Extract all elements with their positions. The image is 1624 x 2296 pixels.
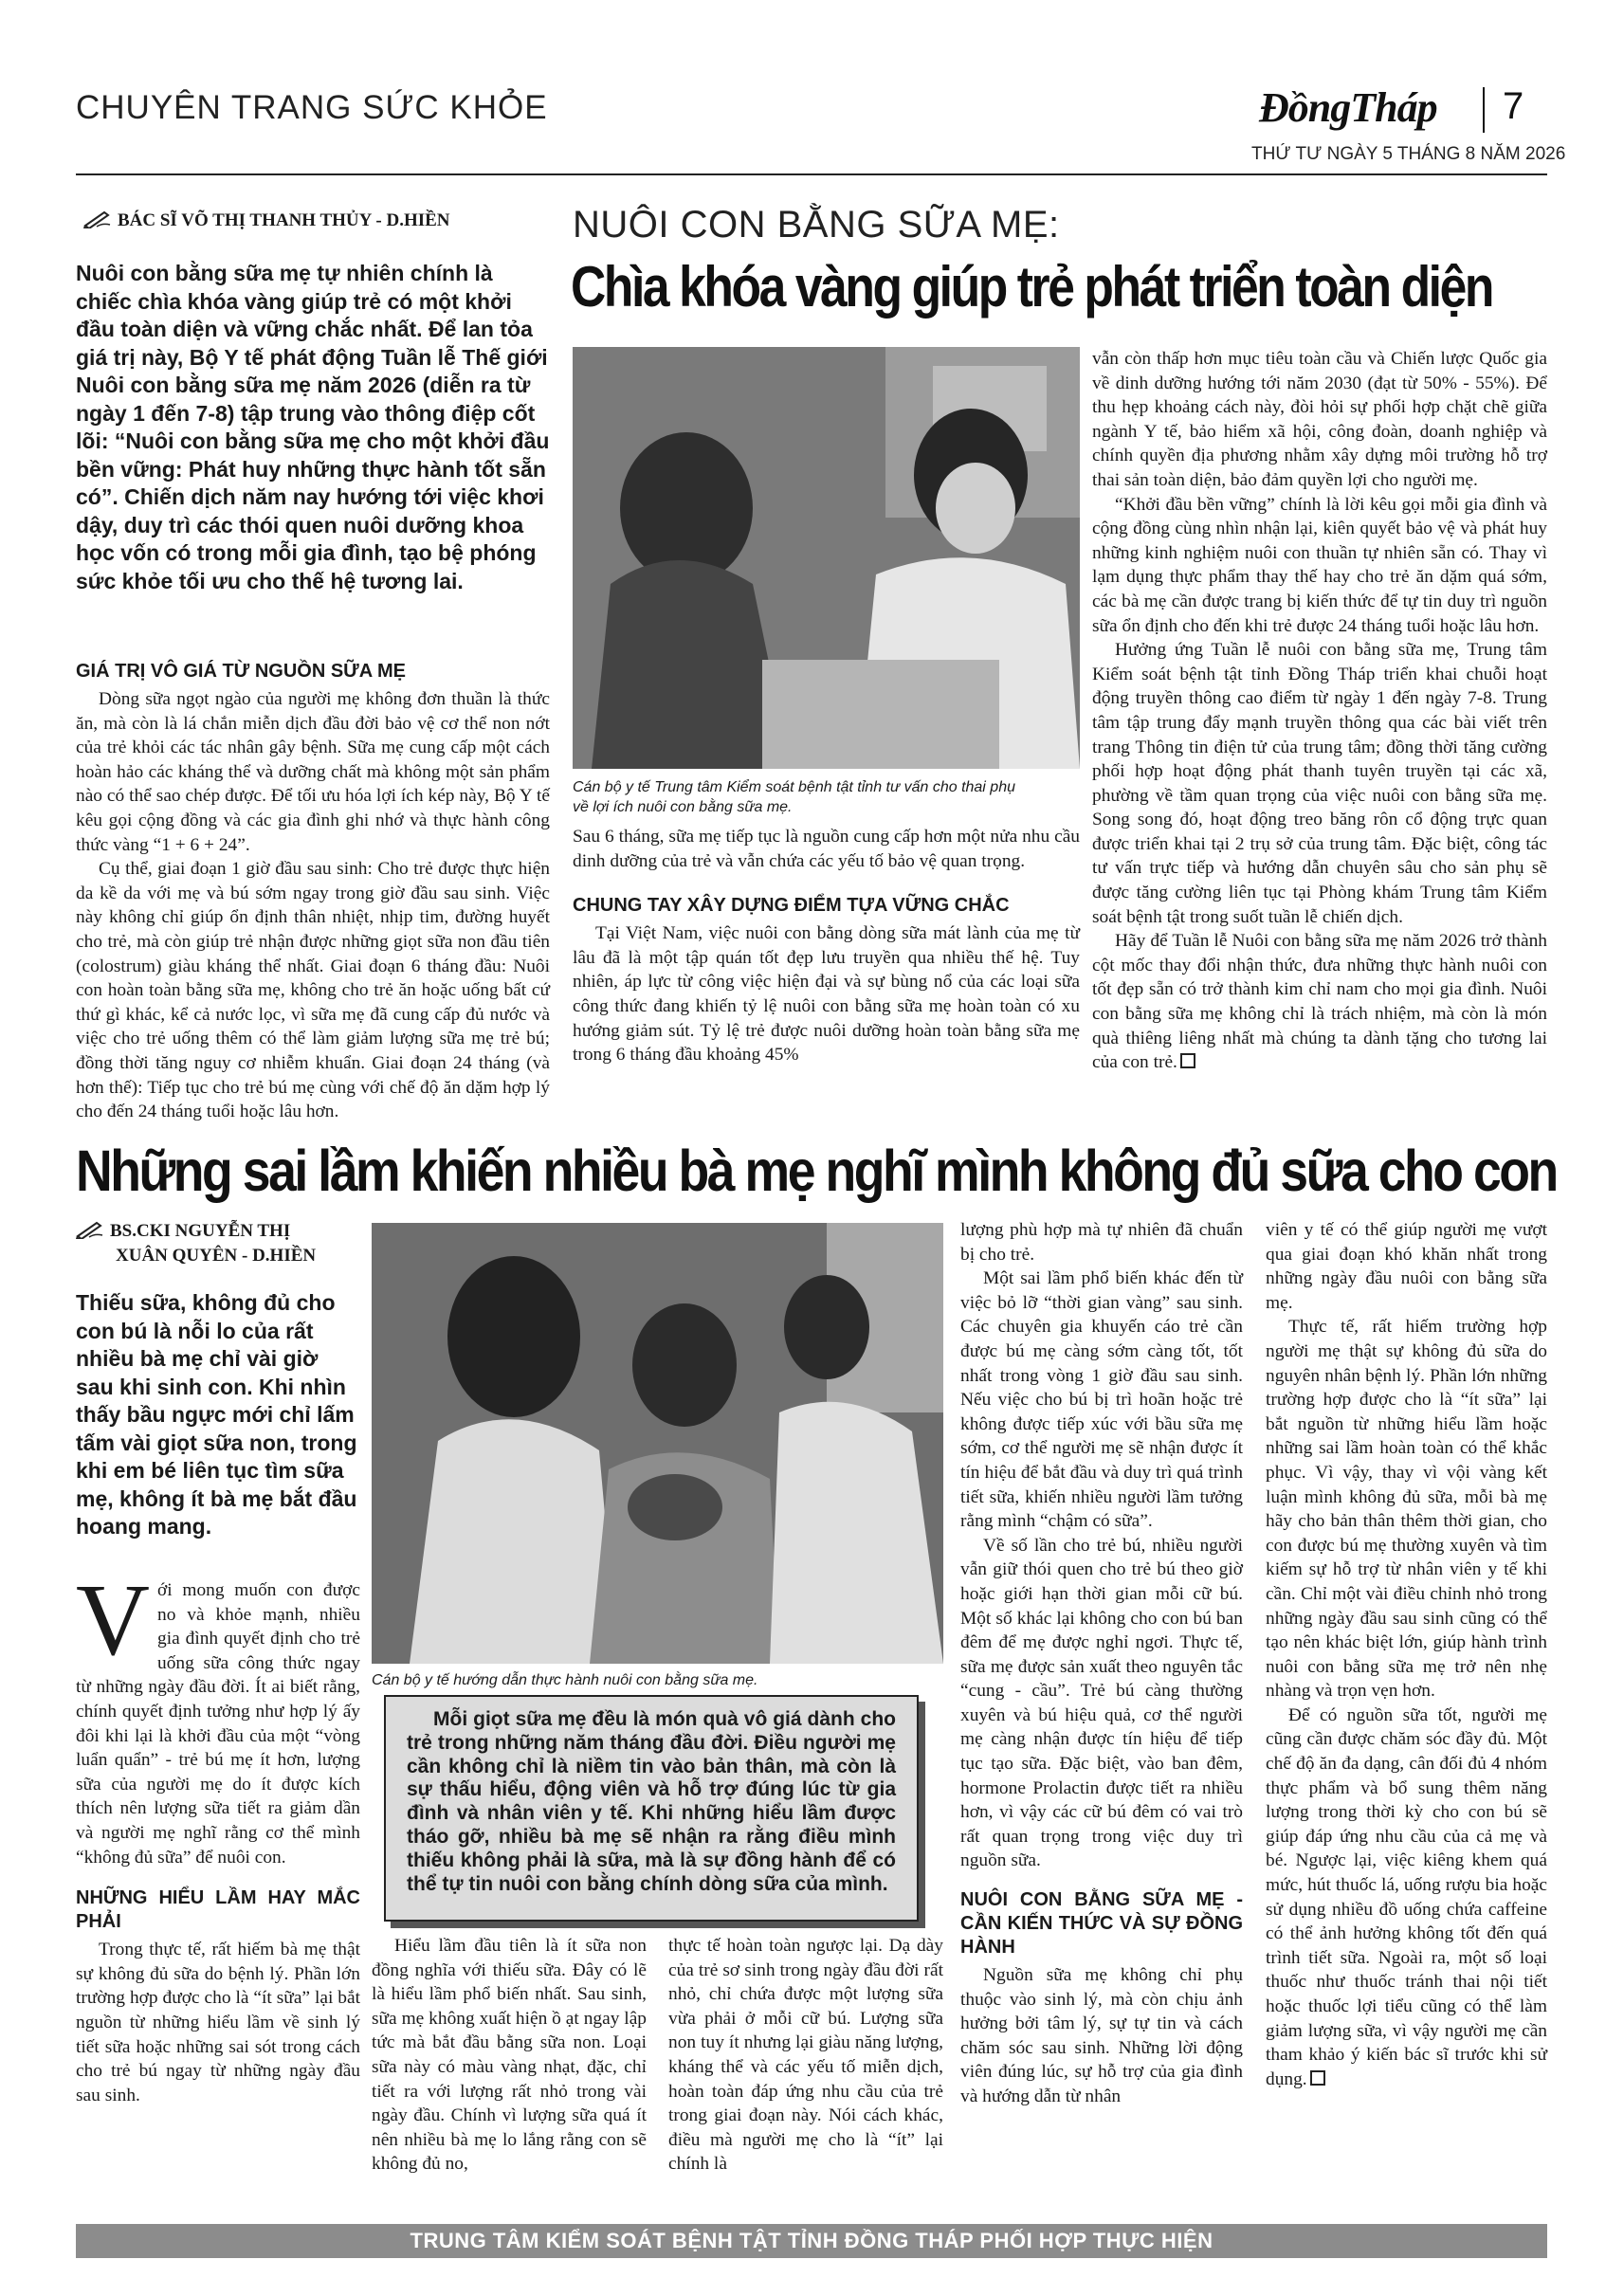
article2-dropcap: V (76, 1564, 150, 1677)
article1-kicker: NUÔI CON BẰNG SỮA MẸ: (573, 204, 1060, 246)
article1-col2 (573, 825, 1080, 1067)
issue-date: THỨ TƯ NGÀY 5 THÁNG 8 NĂM 2026 (1251, 144, 1566, 164)
article1-title: Chìa khóa vàng giúp trẻ phát triển toàn diện (571, 255, 1493, 319)
article1-paragraph: vẫn còn thấp hơn mục tiêu toàn cầu và Chiến lược Quốc gia về dinh dưỡng hướng tới năm 2030 (đạt từ 50% - 55%). Để thu hẹp khoảng cách này, đòi hỏi sự phối hợp chặt chẽ giữa ngành Y tế, bảo hiểm xã hội, công đoàn, doanh nghiệp và chính quyền địa phương nhằm xây dựng môi trường hỗ trợ thai sản toàn diện, bảo đảm quyền lợi cho người mẹ. (1092, 349, 1547, 490)
article2-quote-box (384, 1695, 919, 1922)
header-rule (76, 173, 1547, 175)
page-number: 7 (1503, 85, 1524, 127)
article2-intro-text: ới mong muốn con được no và khỏe mạnh, nhiều gia đình quyết định cho trẻ uống sữa công thức ngay từ những ngày đầu đời. Ít ai biết rằng, chính quyết định tưởng như hợp lý ấy đôi khi lại là khởi đầu của một “vòng luẩn quẩn” - trẻ bú mẹ ít hơn, lượng sữa của người mẹ do ít được kích thích nên lượng sữa tiết ra giảm dần và người mẹ nghĩ rằng cơ thể mình “không đủ sữa” để nuôi con. (76, 1580, 360, 1868)
article2-byline-line2: XUÂN QUYÊN - D.HIỀN (116, 1246, 317, 1266)
article1-paragraph: Tại Việt Nam, việc nuôi con bằng dòng sữa mát lành của mẹ từ lâu đã là một tập quán tốt đẹp lưu truyền qua nhiều thế hệ. Tuy nhiên, áp lực từ công việc hiện đại và sự bùng nổ của các loại sữa công thức đang khiến tỷ lệ nuôi con bằng sữa mẹ hoàn toàn có xu hướng giảm sút. Tỷ lệ trẻ được nuôi dưỡng hoàn toàn bằng sữa mẹ trong 6 tháng đầu khoảng 45% (573, 923, 1080, 1066)
article2-paragraph: Một sai lầm phổ biến khác đến từ việc bỏ lỡ “thời gian vàng” sau sinh. Các chuyên gia khuyến cáo trẻ cần được bú mẹ càng sớm càng tốt, tốt nhất trong vòng 1 giờ đầu sau sinh. Nếu việc cho bú bị trì hoãn hoặc trẻ không được tiếp xúc với bầu sữa mẹ sớm, cơ thể người mẹ sẽ nhận được ít tín hiệu để bắt đầu và duy trì quá trình tiết sữa, khiến nhiều người lầm tưởng rằng mình “chậm có sữa”. (960, 1268, 1243, 1532)
article1-photo (573, 347, 1080, 769)
photo-scene (573, 347, 1080, 769)
article1-byline-text: BÁC SĨ VÕ THỊ THANH THỦY - D.HIỀN (118, 210, 450, 230)
article2-paragraph: viên y tế có thể giúp người mẹ vượt qua giai đoạn khó khăn nhất trong những ngày đầu nuôi con bằng sữa mẹ. (1266, 1220, 1547, 1313)
article2-col4 (960, 1218, 1243, 2109)
article1-col3 (1092, 347, 1547, 1075)
footer-bar (76, 2224, 1547, 2258)
article2-photo (372, 1223, 943, 1664)
article1-col1 (76, 650, 550, 1124)
article1-photo-caption: Cán bộ y tế Trung tâm Kiểm soát bệnh tật tỉnh tư vấn cho thai phụ về lợi ích nuôi con bằng sữa mẹ. (573, 779, 1015, 815)
article2-section1-title: NHỮNG HIỂU LẦM HAY MẮC PHẢI (76, 1887, 360, 1933)
end-mark-icon (1180, 1053, 1195, 1068)
article1-last-paragraph: Hãy để Tuần lễ Nuôi con bằng sữa mẹ năm 2026 trở thành cột mốc thay đổi nhận thức, đưa những thực hành nuôi con tốt đẹp sẵn có trở thành kim chỉ nam cho mọi gia đình. Nuôi con bằng sữa mẹ không chỉ là trách nhiệm, mà còn là món quà thiêng liêng nhất mà chúng ta dành tặng cho tương lai của con trẻ. (1092, 931, 1547, 1073)
article2-lead: Thiếu sữa, không đủ cho con bú là nỗi lo của rất nhiều bà mẹ chỉ vài giờ sau khi sinh con. Khi nhìn thấy bầu ngực mới chỉ lấm tấm vài giọt sữa non, trong khi em bé liên tục tìm sữa mẹ, không ít bà mẹ bắt đầu hoang mang. (76, 1290, 357, 1539)
pencil-icon (83, 210, 112, 228)
article1-section1-title: GIÁ TRỊ VÔ GIÁ TỪ NGUỒN SỮA MẸ (76, 661, 407, 682)
article2-quote: Mỗi giọt sữa mẹ đều là món quà vô giá dành cho trẻ trong những năm tháng đầu đời. Điều người mẹ cần không chỉ là niềm tin vào bản thân, mà còn là sự thấu hiểu, động viên và hỗ trợ đúng lúc từ gia đình và nhân viên y tế. Khi những hiểu lầm được tháo gỡ, nhiều bà mẹ sẽ nhận ra rằng điều mình thiếu không phải là sữa, mà là sự đồng hành để có thể tự tin nuôi con bằng chính dòng sữa của mình. (407, 1708, 896, 1895)
article2-col3 (668, 1934, 943, 2177)
article2-last-paragraph: Để có nguồn sữa tốt, người mẹ cũng cần được chăm sóc đầy đủ. Một chế độ ăn đa dạng, cân đối đủ 4 nhóm thực phẩm và bổ sung thêm năng lượng trong thời kỳ cho con bú sẽ giúp đáp ứng nhu cầu của cả mẹ và bé. Ngược lại, việc kiêng khem quá mức, hút thuốc lá, uống rượu bia hoặc sử dụng nhiều đồ uống chứa caffeine có thể ảnh hưởng không tốt đến quá trình tiết sữa. Ngoài ra, một số loại thuốc như thuốc tránh thai nội tiết hoặc thuốc lợi tiểu cũng có thể làm giảm lượng sữa, vì vậy người mẹ cần tham khảo ý kiến bác sĩ trước khi sử dụng. (1266, 1704, 1547, 2089)
article2-section2-title: NUÔI CON BẰNG SỮA MẸ - CẦN KIẾN THỨC VÀ SỰ ĐỒNG HÀNH (960, 1889, 1243, 1959)
header-divider (1483, 87, 1485, 133)
article2-title: Những sai lầm khiến nhiều bà mẹ nghĩ mình không đủ sữa cho con (76, 1139, 1557, 1203)
article2-photo-caption: Cán bộ y tế hướng dẫn thực hành nuôi con bằng sữa mẹ. (372, 1672, 758, 1688)
article2-col2 (372, 1934, 647, 2177)
article2-paragraph: lượng phù hợp mà tự nhiên đã chuẩn bị cho trẻ. (960, 1220, 1243, 1265)
article1-paragraph: Dòng sữa ngọt ngào của người mẹ không đơn thuần là thức ăn, mà còn là lá chắn miễn dịch đầu đời bảo vệ cơ thể non nớt của trẻ khỏi các tác nhân gây bệnh. Sữa mẹ cung cấp một cách hoàn hảo các kháng thể và dưỡng chất mà không một sản phẩm nào có thể sao chép được. Để tối ưu hóa lợi ích kép này, Bộ Y tế kêu gọi cộng đồng và các gia đình ghi nhớ và thực hành công thức vàng “1 + 6 + 24”. (76, 689, 550, 855)
article1-paragraph: Sau 6 tháng, sữa mẹ tiếp tục là nguồn cung cấp hơn một nửa nhu cầu dinh dưỡng của trẻ và vẫn chứa các yếu tố bảo vệ quan trọng. (573, 827, 1080, 871)
article2-paragraph: Về số lần cho trẻ bú, nhiều người vẫn giữ thói quen cho trẻ bú theo giờ hoặc giới hạn thời gian mỗi cữ bú. Một số khác lại không cho con bú ban đêm để mẹ được nghỉ ngơi. Thực tế, sữa mẹ được sản xuất theo nguyên tắc “cung - cầu”. Trẻ bú càng thường xuyên và bú hiệu quả, cơ thể người mẹ càng nhận được tín hiệu để tiếp tục tạo sữa. Đặc biệt, vào ban đêm, hormone Prolactin được tiết ra nhiều hơn, vì vậy các cữ bú đêm có vai trò rất quan trọng trong việc duy trì nguồn sữa. (960, 1535, 1243, 1871)
article2-intro (76, 1564, 360, 1869)
article1-paragraph: “Khởi đầu bền vững” chính là lời kêu gọi mỗi gia đình và cộng đồng cùng nhìn nhận lại, kiên quyết bảo vệ và phát huy những kinh nghiệm nuôi con thuần tự nhiên sẵn có. Thay vì lạm dụng thực phẩm thay thế hay cho trẻ ăn dặm quá sớm, các bà mẹ cần được trang bị kiến thức để tự tin duy trì nguồn sữa ổn định cho đến khi trẻ được 24 tháng tuổi hoặc lâu hơn. (1092, 494, 1547, 636)
article2-paragraph: thực tế hoàn toàn ngược lại. Dạ dày của trẻ sơ sinh trong ngày đầu đời rất nhỏ, chỉ chứa được một lượng sữa vừa phải ở mỗi cữ bú. Lượng sữa non tuy ít nhưng lại giàu năng lượng, kháng thể và các yếu tố miễn dịch, hoàn toàn đáp ứng nhu cầu của trẻ trong giai đoạn này. Nói cách khác, điều mà người mẹ cho là “ít” lại chính là (668, 1936, 943, 2175)
pencil-icon (76, 1220, 104, 1239)
article2-paragraph: Thực tế, rất hiếm trường hợp người mẹ thật sự không đủ sữa do nguyên nhân bệnh lý. Phần lớn những trường hợp được cho là “ít sữa” lại bắt nguồn từ những hiểu lầm hoặc những sai lầm hoàn toàn có thể khắc phục. Vì vậy, thay vì vội vàng kết luận mình không đủ sữa, mỗi bà mẹ hãy cho bản thân thêm thời gian, cho con được bú mẹ thường xuyên và tìm kiếm sự hỗ trợ từ nhân viên y tế khi cần. Chỉ một vài điều chỉnh nhỏ trong những ngày đầu sau sinh cũng có thể tạo nên khác biệt lớn, giúp hành trình nuôi con bằng sữa mẹ trở nên nhẹ nhàng và trọn vẹn hơn. (1266, 1317, 1547, 1702)
end-mark-icon (1310, 2070, 1325, 2086)
article2-paragraph: Nguồn sữa mẹ không chỉ phụ thuộc vào sinh lý, mà còn chịu ảnh hưởng bởi tâm lý, sự tự tin và cách chăm sóc sau sinh. Những lời động viên đúng lúc, sự hỗ trợ của gia đình và hướng dẫn từ nhân (960, 1965, 1243, 2106)
footer-text: TRUNG TÂM KIỂM SOÁT BỆNH TẬT TỈNH ĐỒNG THÁP PHỐI HỢP THỰC HIỆN (410, 2229, 1213, 2252)
section-header: CHUYÊN TRANG SỨC KHỎE (76, 89, 548, 126)
newspaper-logo: ĐồngTháp (1259, 84, 1437, 131)
article2-col5 (1266, 1218, 1547, 2091)
article2-paragraph: Trong thực tế, rất hiếm bà mẹ thật sự không đủ sữa do bệnh lý. Phần lớn trường hợp được cho là “ít sữa” lại bắt nguồn từ những hiểu lầm về sinh lý tiết sữa hoặc những sai sót trong cách cho trẻ bú ngay từ những ngày đầu sau sinh. (76, 1940, 360, 2105)
article1-paragraph (1092, 929, 1547, 1075)
article2-paragraph: Hiểu lầm đầu tiên là ít sữa non đồng nghĩa với thiếu sữa. Đây có lẽ là hiểu lầm phổ biến nhất. Sau sinh, sữa mẹ không xuất hiện ồ ạt ngay lập tức mà bắt đầu bằng sữa non. Loại sữa này có màu vàng nhạt, đặc, chỉ tiết ra với lượng rất nhỏ trong vài ngày đầu. Chính vì lượng sữa quá ít nên nhiều bà mẹ lo lắng rằng con sẽ không đủ no, (372, 1936, 647, 2175)
article2-paragraph (1266, 1704, 1547, 2092)
article1-paragraph: Cụ thể, giai đoạn 1 giờ đầu sau sinh: Cho trẻ được thực hiện da kề da với mẹ và bú sớm ngay trong giờ đầu sau sinh. Việc này không chỉ giúp ổn định thân nhiệt, nhịp tim, đường huyết cho trẻ, mà còn giúp trẻ nhận được những giọt sữa non đầu tiên (colostrum) giàu kháng thể nhất. Giai đoạn 6 tháng đầu: Nuôi con hoàn toàn bằng sữa mẹ, không cho trẻ ăn hoặc uống bất cứ thứ gì khác, kể cả nước lọc, vì sữa mẹ đã cung cấp đủ nước và việc cho trẻ uống thêm có thể làm giảm lượng sữa mẹ trẻ bú; đồng thời tăng nguy cơ nhiễm khuẩn. Giai đoạn 24 tháng (và hơn thế): Tiếp tục cho trẻ bú mẹ cùng với chế độ ăn dặm hợp lý cho đến 24 tháng tuổi hoặc lâu hơn. (76, 859, 550, 1122)
article2-col1 (76, 1564, 360, 2107)
photo-scene (372, 1223, 943, 1664)
article1-lead: Nuôi con bằng sữa mẹ tự nhiên chính là chiếc chìa khóa vàng giúp trẻ có một khởi đầu toàn diện và vững chắc nhất. Để lan tỏa giá trị này, Bộ Y tế phát động Tuần lễ Thế giới Nuôi con bằng sữa mẹ năm 2026 (diễn ra từ ngày 1 đến 7-8) tập trung vào thông điệp cốt lõi: “Nuôi con bằng sữa mẹ cho một khởi đầu bền vững: Phát huy những thực hành tốt sẵn có”. Chiến dịch năm nay hướng tới việc khơi dậy, duy trì các thói quen nuôi dưỡng khoa học vốn có trong mỗi gia đình, tạo bệ phóng sức khỏe tối ưu cho thế hệ tương lai. (76, 261, 550, 593)
article2-byline-line1: BS.CKI NGUYỄN THỊ (110, 1221, 291, 1241)
article2-byline (76, 1219, 370, 1268)
article1-byline (83, 209, 450, 233)
article1-paragraph: Hưởng ứng Tuần lễ nuôi con bằng sữa mẹ, Trung tâm Kiểm soát bệnh tật tỉnh Đồng Tháp triển khai chuỗi hoạt động truyền thông cao điểm từ ngày 1 đến ngày 7-8. Trung tâm tập trung đẩy mạnh truyền thông qua các bài viết trên trang Thông tin điện tử của trung tâm; đồng thời tăng cường phối hợp hoạt động phát thanh tuyên truyền tại các xã, phường về tầm quan trọng của việc nuôi con bằng sữa mẹ. Song song đó, hoạt động treo băng rôn cổ động trực quan được triển khai tại 2 trụ sở của trung tâm. Đặc biệt, công tác tư vấn trực tiếp và hướng dẫn chuyên sâu cho sản phụ sẽ được tăng cường liên tục tại Phòng khám Trung tâm Kiểm soát bệnh tật trong suốt tuần lễ chiến dịch. (1092, 640, 1547, 927)
article1-section2-title: CHUNG TAY XÂY DỰNG ĐIỂM TỰA VỮNG CHẮC (573, 895, 1010, 917)
